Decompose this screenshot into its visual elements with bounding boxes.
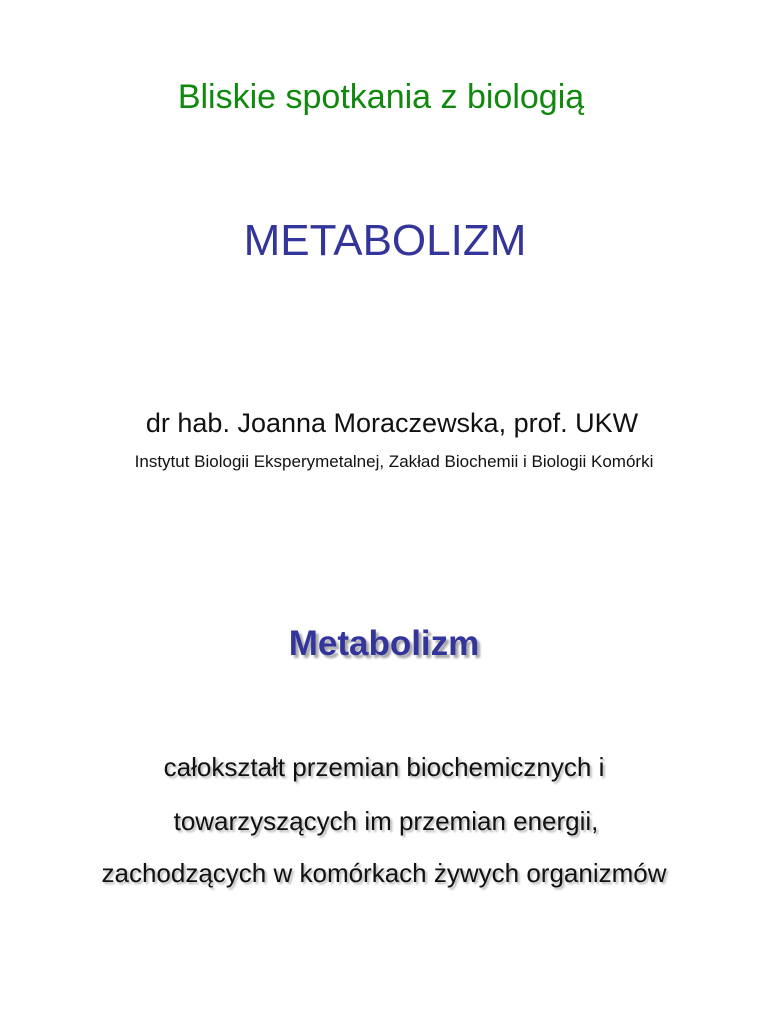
definition-line-2: towarzyszących im przemian energii, <box>173 806 599 836</box>
section-title: Metabolizm <box>288 624 480 663</box>
author-name: dr hab. Joanna Moraczewska, prof. UKW <box>145 408 639 438</box>
definition-line-1: całokształt przemian biochemicznych i <box>163 752 605 782</box>
definition-line-3: zachodzących w komórkach żywych organizmów <box>101 858 667 888</box>
course-subtitle: Bliskie spotkania z biologią <box>177 78 585 116</box>
lecture-title: METABOLIZM <box>243 216 527 265</box>
institute-affiliation: Instytut Biologii Eksperymetalnej, Zakład Biochemii i Biologii Komórki <box>134 452 654 471</box>
